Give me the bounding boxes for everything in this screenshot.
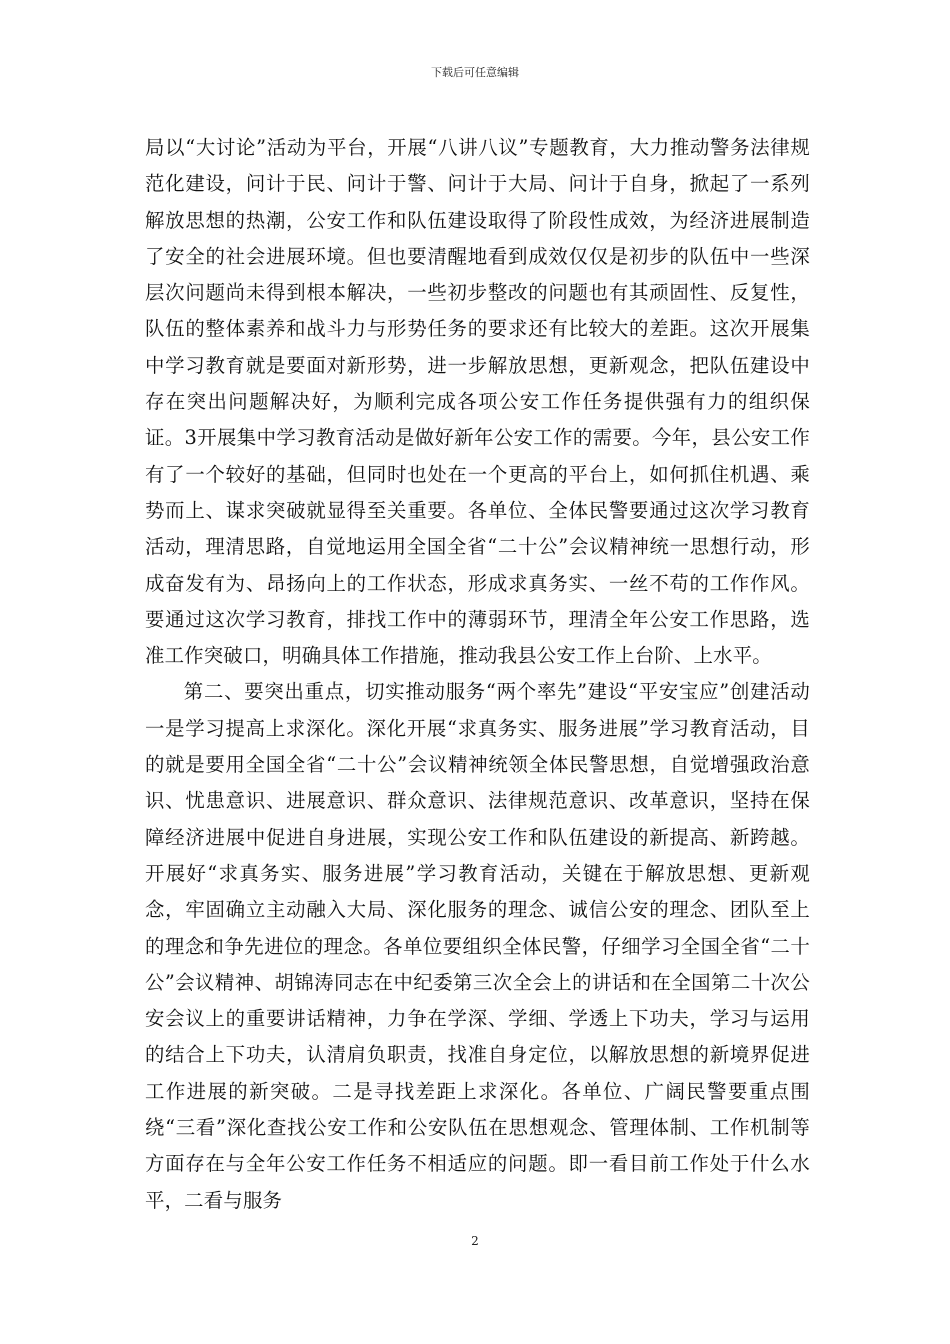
header-note: 下载后可任意编辑 <box>431 66 519 79</box>
paragraph-second-focus: 第二、要突出重点，切实推动服务“两个率先”建设“平安宝应”创建活动一是学习提高上求深化。深化开展“求真务实、服务进展”学习教育活动，目的就是要用全国全省“二十公”会议精神统领全体民警思想，自觉增强政治意识、忧患意识、进展意识、群众意识、法律规范意识、改革意识，坚持在保障经济进展中促进自身进展，实现公安工作和队伍建设的新提高、新跨越。开展好“求真务实、服务进展”学习教育活动，关键在于解放思想、更新观念，牢固确立主动融入大局、深化服务的理念、诚信公安的理念、团队至上的理念和争先进位的理念。各单位要组织全体民警，仔细学习全国全省“二十公”会议精神、胡锦涛同志在中纪委第三次全会上的讲话和在全国第二十次公安会议上的重要讲话精神，力争在学深、学细、学透上下功夫，学习与运用的结合上下功夫，认清肩负职责，找准自身定位，以解放思想的新境界促进工作进展的新突破。二是寻找差距上求深化。各单位、广阔民警要重点围绕“三看”深化查找公安工作和公安队伍在思想观念、管理体制、工作机制等方面存在与全年公安工作任务不相适应的问题。即一看目前工作处于什么水平，二看与服务 <box>145 680 810 1212</box>
paragraph-continued: 局以“大讨论”活动为平台，开展“八讲八议”专题教育，大力推动警务法律规范化建设，问计于民、问计于警、问计于大局、问计于自身，掀起了一系列解放思想的热潮，公安工作和队伍建设取得了阶段性成效，为经济进展制造了安全的社会进展环境。但也要清醒地看到成效仅仅是初步的队伍中一些深层次问题尚未得到根本解决，一些初步整改的问题也有其顽固性、反复性，队伍的整体素养和战斗力与形势任务的要求还有比较大的差距。这次开展集中学习教育就是要面对新形势，进一步解放思想，更新观念，把队伍建设中存在突出问题解决好，为顺利完成各项公安工作任务提供强有力的组织保证。3开展集中学习教育活动是做好新年公安工作的需要。今年，县公安工作有了一个较好的基础，但同时也处在一个更高的平台上，如何抓住机遇、乘势而上、谋求突破就显得至关重要。各单位、全体民警要通过这次学习教育活动，理清思路，自觉地运用全国全省“二十公”会议精神统一思想行动，形成奋发有为、昂扬向上的工作状态，形成求真务实、一丝不苟的工作作风。要通过这次学习教育，排找工作中的薄弱环节，理清全年公安工作思路，选准工作突破口，明确具体工作措施，推动我县公安工作上台阶、上水平。 <box>145 136 810 668</box>
body-text <box>145 130 810 1219</box>
page-number: 2 <box>471 1234 479 1248</box>
